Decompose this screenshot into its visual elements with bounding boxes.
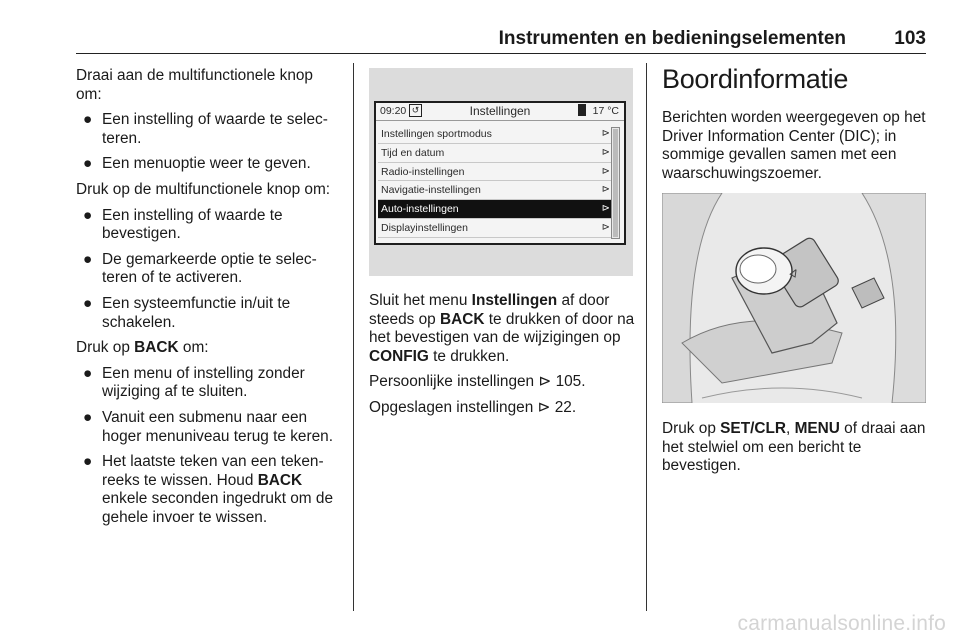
header-title: Instrumenten en bedieningselementen xyxy=(498,28,846,49)
screen-menu-item-selected: Auto-instellingen ⊳ xyxy=(378,200,614,219)
bullet-icon: ● xyxy=(83,294,93,312)
back-keyword: BACK xyxy=(257,471,303,489)
turn-list xyxy=(76,111,340,174)
confirm-paragraph: Druk op SET/CLR, MENU of draai aan het stelwiel om een bericht te bevestigen. xyxy=(662,420,926,475)
arrow-right-icon: ⊳ xyxy=(601,184,610,196)
list-item: ● Een instelling of waarde te selec-teren. xyxy=(83,111,328,147)
header-rule xyxy=(76,53,926,54)
column-2 xyxy=(369,292,635,425)
bullet-icon: ● xyxy=(83,111,93,129)
cross-reference: Persoonlijke instellingen ⊳ 105. xyxy=(369,373,586,391)
screen-title: Instellingen xyxy=(469,104,531,118)
bullet-icon: ● xyxy=(83,155,93,173)
thermometer-icon xyxy=(578,104,586,116)
page-number: 103 xyxy=(894,28,926,49)
watermark: carmanualsonline.info xyxy=(737,612,946,635)
back-icon: ↺ xyxy=(409,104,422,117)
section-title: Boordinformatie xyxy=(662,64,849,94)
bullet-icon: ● xyxy=(83,206,93,224)
bullet-icon: ● xyxy=(83,453,93,471)
settings-screen xyxy=(374,101,626,245)
intro-back: Druk op BACK om: xyxy=(76,339,209,357)
column-1 xyxy=(76,67,340,534)
settings-screen-figure xyxy=(369,68,633,276)
intro-turn: Draai aan de multifunctionele knop om: xyxy=(76,67,313,103)
press-list xyxy=(76,207,340,333)
dic-paragraph: Berichten worden weergegeven op het Driver Information Center (DIC); in sommige gevallen samen met een waarschuwingszoemer. xyxy=(662,109,926,182)
intro-press: Druk op de multifunctionele knop om: xyxy=(76,180,331,198)
list-item: ● Het laatste teken van een teken-reeks te wissen. Houd BACK enkele seconden ingedrukt om de gehele invoer te wissen. xyxy=(83,453,334,526)
screen-menu-item: Radio-instellingen ⊳ xyxy=(378,163,614,182)
cross-reference: Opgeslagen instellingen ⊳ 22. xyxy=(369,398,577,416)
screen-scrollbar xyxy=(611,127,620,239)
screen-temperature: 17 °C xyxy=(592,105,619,117)
list-item: ● De gemarkeerde optie te selec-teren of te activeren. xyxy=(83,250,317,287)
column-3-intro xyxy=(662,109,926,190)
screen-time: 09:20 xyxy=(380,105,407,117)
bullet-icon: ● xyxy=(83,250,93,268)
arrow-right-icon: ⊳ xyxy=(601,146,610,158)
list-item: ● Een menu of instelling zonder wijziging af te sluiten. xyxy=(83,364,305,401)
close-menu-paragraph: Sluit het menu Instellingen af door steeds op BACK te drukken of door na het bevestigen van de wijzigingen op CONFIG te drukken. xyxy=(369,292,635,365)
arrow-right-icon: ⊳ xyxy=(601,128,610,139)
svg-text:⊳: ⊳ xyxy=(785,264,803,281)
arrow-right-icon: ⊳ xyxy=(601,165,610,177)
steering-stalk-figure xyxy=(662,193,926,403)
screen-menu-item: Tijd en datum ⊳ xyxy=(378,144,614,163)
arrow-right-icon: ⊳ xyxy=(601,203,610,215)
list-item: ● Een systeemfunctie in/uit te schakelen. xyxy=(83,294,291,331)
column-3-confirm xyxy=(662,420,926,483)
screen-menu-item: Instellingen sportmodus ⊳ xyxy=(378,125,614,144)
column-divider xyxy=(353,63,354,611)
screen-menu-item: Displayinstellingen ⊳ xyxy=(378,219,614,238)
back-list xyxy=(76,365,340,528)
screen-menu-item: Navigatie-instellingen ⊳ xyxy=(378,181,614,200)
page-header xyxy=(76,22,926,50)
list-item: ● Vanuit een submenu naar een hoger menuniveau terug te keren. xyxy=(83,408,334,445)
screen-scrollbar-thumb xyxy=(613,129,618,237)
back-keyword: BACK xyxy=(134,339,179,357)
bullet-icon: ● xyxy=(83,364,93,382)
bullet-icon: ● xyxy=(83,408,93,426)
screen-menu-list xyxy=(378,125,614,238)
list-item: ● Een menuoptie weer te geven. xyxy=(83,155,311,173)
column-divider xyxy=(646,63,647,611)
steering-stalk-illustration xyxy=(662,193,926,403)
list-item: ● Een instelling of waarde te bevestigen. xyxy=(83,206,283,243)
screen-status-bar xyxy=(376,103,624,121)
arrow-right-icon: ⊳ xyxy=(601,221,610,233)
